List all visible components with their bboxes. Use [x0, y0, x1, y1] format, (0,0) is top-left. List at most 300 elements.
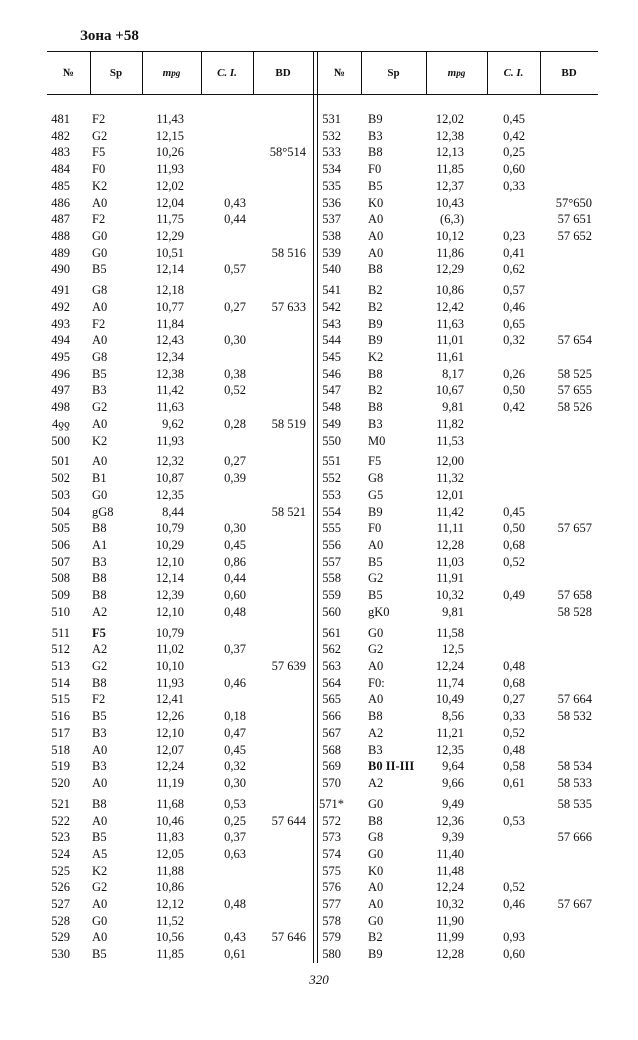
magnitude-mpg: 8,56 [442, 709, 464, 724]
magnitude-mpg: 11,93 [156, 675, 184, 690]
spectral-class: B8 [92, 588, 107, 602]
spectral-class: A2 [92, 642, 108, 657]
spectral-class: G8 [92, 350, 108, 364]
row-number: 488 [51, 228, 70, 243]
row-number: 580 [322, 947, 341, 962]
color-index: 0,27 [224, 454, 246, 469]
color-index: 0,48 [224, 604, 246, 619]
spectral-class: A0 [92, 813, 108, 828]
row-number: 522 [51, 813, 70, 828]
color-index: 0,25 [224, 813, 246, 828]
spectral-class: A0 [368, 659, 384, 673]
row-number: 481 [51, 112, 70, 126]
row-number: 502 [51, 471, 70, 486]
bd-number: 57 654 [557, 333, 592, 348]
spectral-class: G0 [92, 487, 108, 502]
row-number: 575 [322, 863, 341, 878]
row-number: 554 [322, 504, 341, 519]
magnitude-mpg: 12,41 [155, 692, 184, 707]
spectral-class: B9 [368, 947, 383, 962]
magnitude-mpg: 11,85 [436, 162, 464, 177]
spectral-class: B8 [92, 796, 107, 811]
color-index: 0,52 [503, 725, 525, 740]
page-number: 320 [309, 972, 329, 987]
color-index: 0,39 [224, 471, 246, 486]
magnitude-mpg: 11,88 [156, 863, 184, 878]
row-number: 497 [51, 383, 70, 398]
bd-number: 58 535 [557, 796, 592, 811]
magnitude-mpg: 12,29 [435, 262, 464, 277]
color-index: 0,52 [224, 383, 246, 398]
row-number: 487 [51, 212, 70, 227]
magnitude-mpg: 12,29 [155, 228, 184, 243]
spectral-class: A2 [368, 725, 384, 740]
row-number: 495 [51, 350, 70, 364]
spectral-class: B9 [368, 316, 383, 331]
spectral-class: B8 [368, 709, 383, 724]
row-number: 538 [322, 228, 341, 243]
row-number: 485 [51, 178, 70, 193]
magnitude-mpg: 11,93 [156, 162, 184, 177]
spectral-class: G8 [92, 283, 108, 298]
spectral-class: gG8 [92, 504, 114, 519]
bd-number: 58°514 [269, 145, 306, 160]
row-number: 516 [51, 709, 70, 724]
color-index: 0,27 [503, 692, 525, 707]
magnitude-mpg: 10,32 [435, 897, 464, 911]
magnitude-mpg: 11,01 [436, 333, 464, 348]
magnitude-mpg: 10,46 [155, 813, 184, 828]
bd-number: 57 666 [557, 830, 592, 845]
spectral-class: B8 [368, 262, 383, 277]
center-double-rule [317, 51, 318, 963]
row-number: 556 [322, 537, 341, 552]
color-index: 0,42 [503, 128, 525, 143]
row-number: 506 [51, 537, 70, 552]
magnitude-mpg: 9,66 [442, 775, 464, 790]
magnitude-mpg: 12,24 [435, 659, 464, 673]
row-number: 512 [51, 642, 70, 657]
magnitude-mpg: 10,56 [155, 930, 184, 945]
spectral-class: G8 [368, 471, 384, 486]
color-index: 0,86 [224, 554, 246, 569]
spectral-class: B3 [368, 416, 383, 431]
row-number: 494 [51, 333, 70, 348]
magnitude-mpg: 12,39 [155, 588, 184, 602]
color-index: 0,52 [503, 880, 525, 895]
spectral-class: B8 [92, 521, 107, 536]
color-index: 0,44 [224, 571, 246, 586]
spectral-class: K2 [368, 350, 384, 364]
row-number: 482 [51, 128, 70, 143]
color-index: 0,53 [503, 813, 525, 828]
magnitude-mpg: 11,85 [156, 947, 184, 962]
row-number: 572 [322, 813, 341, 828]
spectral-class: B9 [368, 112, 383, 126]
magnitude-mpg: 12,38 [435, 128, 464, 143]
color-index: 0,45 [224, 742, 246, 757]
row-number: 576 [322, 880, 341, 895]
magnitude-mpg: 11,42 [436, 504, 464, 519]
magnitude-mpg: 11,52 [156, 913, 184, 928]
bd-number: 57 657 [557, 521, 592, 536]
bd-number: 58 534 [557, 759, 592, 774]
spectral-class: F2 [92, 692, 106, 707]
color-index: 0,61 [503, 775, 525, 790]
header-ci: C. I. [217, 67, 237, 79]
magnitude-mpg: 12,13 [435, 145, 464, 160]
bd-number: 57 646 [271, 930, 306, 945]
magnitude-mpg: 12,37 [435, 178, 464, 193]
spectral-class: G2 [368, 571, 384, 586]
bd-number: 57 664 [557, 692, 592, 707]
spectral-class: A2 [92, 604, 108, 619]
row-number: 561 [322, 625, 341, 640]
color-index: 0,50 [503, 383, 525, 398]
bd-number: 58 533 [557, 775, 592, 790]
row-number: 521 [51, 796, 70, 811]
magnitude-mpg: 9,81 [442, 604, 464, 619]
spectral-class: A0 [92, 416, 108, 431]
color-index: 0,65 [503, 316, 525, 331]
bd-number: 57 658 [557, 588, 592, 602]
color-index: 0,46 [224, 675, 246, 690]
color-index: 0,46 [503, 299, 525, 314]
color-index: 0,37 [224, 830, 246, 845]
spectral-class: A5 [92, 846, 108, 861]
spectral-class: G8 [368, 830, 384, 845]
magnitude-mpg: 11,90 [436, 913, 464, 928]
magnitude-mpg: 11,99 [436, 930, 464, 945]
spectral-class: G0 [92, 228, 108, 243]
spectral-class: A2 [368, 775, 384, 790]
spectral-class: G5 [368, 487, 384, 502]
magnitude-mpg: 12,12 [155, 897, 184, 911]
row-number: 539 [322, 245, 341, 260]
row-number: 510 [51, 604, 70, 619]
row-number: 524 [51, 846, 70, 861]
spectral-class: M0 [368, 433, 386, 448]
color-index: 0,60 [503, 947, 525, 962]
magnitude-mpg: 12,35 [435, 742, 464, 757]
color-index: 0,25 [503, 145, 525, 160]
color-index: 0,26 [503, 366, 525, 381]
row-number: 544 [322, 333, 341, 348]
row-number: 534 [322, 162, 341, 177]
magnitude-mpg: 12,34 [155, 350, 184, 364]
magnitude-mpg: 10,29 [155, 537, 184, 552]
spectral-class: A0 [368, 537, 384, 552]
color-index: 0,28 [224, 416, 246, 431]
magnitude-mpg: 11,63 [156, 400, 184, 415]
bd-number: 58 526 [557, 400, 592, 415]
magnitude-mpg: 12,10 [155, 604, 184, 619]
bd-number: 57 644 [271, 813, 306, 828]
bd-number: 57 667 [557, 897, 592, 911]
magnitude-mpg: 12,28 [435, 537, 464, 552]
magnitude-mpg: 10,77 [155, 299, 184, 314]
color-index: 0,42 [503, 400, 525, 415]
row-number: 557 [322, 554, 341, 569]
row-number: 520 [51, 775, 70, 790]
spectral-class: B2 [368, 283, 383, 298]
magnitude-mpg: 9,62 [162, 416, 184, 431]
row-number: 507 [51, 554, 70, 569]
color-index: 0,37 [224, 642, 246, 657]
spectral-class: B5 [368, 178, 383, 193]
spectral-class: B3 [92, 759, 107, 774]
spectral-class: G0 [368, 846, 384, 861]
bd-number: 57 639 [271, 659, 306, 673]
magnitude-mpg: 12,04 [155, 195, 184, 210]
spectral-class: B5 [368, 554, 383, 569]
spectral-class: G0 [92, 913, 108, 928]
color-index: 0,23 [503, 228, 525, 243]
row-number: 566 [322, 709, 341, 724]
row-number: 555 [322, 521, 341, 536]
spectral-class: F0 [368, 521, 382, 536]
row-number: 550 [322, 433, 341, 448]
color-index: 0,32 [224, 759, 246, 774]
color-index: 0,62 [503, 262, 525, 277]
spectral-class: K2 [92, 178, 108, 193]
color-index: 0,48 [503, 659, 525, 673]
header-num: № [333, 67, 346, 79]
color-index: 0,68 [503, 537, 525, 552]
row-number: 547 [322, 383, 341, 398]
spectral-class: B3 [368, 128, 383, 143]
row-number: 504 [51, 504, 70, 519]
row-number: 570 [322, 775, 341, 790]
spectral-class: B8 [368, 813, 383, 828]
row-number: 529 [51, 930, 70, 945]
row-number: 532 [322, 128, 341, 143]
magnitude-mpg: 10,86 [435, 283, 464, 298]
color-index: 0,43 [224, 195, 246, 210]
row-number: 496 [51, 366, 70, 381]
color-index: 0,38 [224, 366, 246, 381]
spectral-class: B2 [368, 299, 383, 314]
magnitude-mpg: 11,93 [156, 433, 184, 448]
row-number: 528 [51, 913, 70, 928]
row-number: 503 [51, 487, 70, 502]
row-number: 559 [322, 588, 341, 602]
magnitude-mpg: 9,64 [442, 759, 464, 774]
header-mpg: m pg [162, 67, 181, 79]
magnitude-mpg: 12,32 [155, 454, 184, 469]
spectral-class: B5 [92, 947, 107, 962]
magnitude-mpg: 10,32 [435, 588, 464, 602]
spectral-class: F2 [92, 212, 106, 227]
spectral-class: K0 [368, 863, 384, 878]
bd-number: 57 651 [557, 212, 592, 227]
spectral-class: G0 [368, 796, 384, 811]
row-number: 546 [322, 366, 341, 381]
color-index: 0,45 [224, 537, 246, 552]
row-number: 484 [51, 162, 70, 177]
spectral-class: gK0 [368, 604, 390, 619]
row-number: 511 [51, 625, 70, 640]
row-number: 505 [51, 521, 70, 536]
color-index: 0,46 [503, 897, 525, 911]
spectral-class: B3 [92, 554, 107, 569]
magnitude-mpg: (6,3) [440, 212, 464, 227]
color-index: 0,93 [503, 930, 525, 945]
color-index: 0,27 [224, 299, 246, 314]
color-index: 0,18 [224, 709, 246, 724]
row-number: 483 [51, 145, 70, 160]
spectral-class: G2 [92, 128, 108, 143]
bd-number: 57 633 [271, 299, 306, 314]
row-number: 571* [319, 796, 344, 811]
magnitude-mpg: 11,11 [436, 521, 464, 536]
spectral-class: K0 [368, 195, 384, 210]
color-index: 0,30 [224, 333, 246, 348]
row-number: 545 [322, 350, 341, 364]
spectral-class: B8 [368, 400, 383, 415]
magnitude-mpg: 11,63 [436, 316, 464, 331]
color-index: 0,52 [503, 554, 525, 569]
row-number: 490 [51, 262, 70, 277]
magnitude-mpg: 10,49 [435, 692, 464, 707]
header-bd: BD [561, 67, 577, 79]
row-number: 552 [322, 471, 341, 486]
color-index: 0,57 [503, 283, 525, 298]
bd-number: 58 516 [271, 245, 306, 260]
spectral-class: F0: [368, 675, 385, 690]
magnitude-mpg: 10,51 [155, 245, 184, 260]
spectral-class: B3 [368, 742, 383, 757]
row-number: 533 [322, 145, 341, 160]
spectral-class: G0 [368, 913, 384, 928]
color-index: 0,61 [224, 947, 246, 962]
spectral-class: A0 [368, 228, 384, 243]
magnitude-mpg: 8,17 [442, 366, 464, 381]
spectral-class: B8 [368, 366, 383, 381]
magnitude-mpg: 9,49 [442, 796, 464, 811]
spectral-class: B3 [92, 725, 107, 740]
magnitude-mpg: 11,82 [436, 416, 464, 431]
row-number: 492 [51, 299, 70, 314]
magnitude-mpg: 12,10 [155, 554, 184, 569]
row-number: 514 [51, 675, 70, 690]
magnitude-mpg: 11,43 [156, 112, 184, 126]
row-number: 551 [322, 454, 341, 469]
spectral-class: A1 [92, 537, 108, 552]
row-number: 508 [51, 571, 70, 586]
magnitude-mpg: 12,14 [155, 262, 184, 277]
color-index: 0,53 [224, 796, 246, 811]
magnitude-mpg: 12,15 [155, 128, 184, 143]
color-index: 0,60 [503, 162, 525, 177]
magnitude-mpg: 12,02 [155, 178, 184, 193]
magnitude-mpg: 11,58 [436, 625, 464, 640]
spectral-class: G2 [92, 880, 108, 895]
magnitude-mpg: 11,68 [156, 796, 184, 811]
spectral-class: F5 [368, 454, 382, 469]
header-bd: BD [275, 67, 291, 79]
magnitude-mpg: 12,18 [155, 283, 184, 298]
bd-number: 58 521 [271, 504, 306, 519]
color-index: 0,58 [503, 759, 525, 774]
spectral-class: B8 [92, 571, 107, 586]
spectral-class: B5 [92, 262, 107, 277]
magnitude-mpg: 11,03 [436, 554, 464, 569]
color-index: 0,41 [503, 245, 525, 260]
magnitude-mpg: 9,81 [442, 400, 464, 415]
magnitude-mpg: 12,14 [155, 571, 184, 586]
spectral-class: K2 [92, 433, 108, 448]
row-number: 560 [322, 604, 341, 619]
row-number: 549 [322, 416, 341, 431]
spectral-class: G2 [368, 642, 384, 657]
spectral-class: B9 [368, 333, 383, 348]
spectral-class: A0 [368, 880, 384, 895]
row-number: 489 [51, 245, 70, 260]
spectral-class: G0 [368, 625, 384, 640]
magnitude-mpg: 11,48 [436, 863, 464, 878]
magnitude-mpg: 12,24 [435, 880, 464, 895]
magnitude-mpg: 12,01 [435, 487, 464, 502]
bd-number: 57 655 [557, 383, 592, 398]
magnitude-mpg: 12,36 [435, 813, 464, 828]
magnitude-mpg: 8,44 [162, 504, 184, 519]
spectral-class: B3 [92, 383, 107, 398]
row-number: 536 [322, 195, 341, 210]
header-num: № [62, 67, 75, 79]
spectral-class: A0 [92, 195, 108, 210]
magnitude-mpg: 9,39 [442, 830, 464, 845]
row-number: 537 [322, 212, 341, 227]
row-number: 548 [322, 400, 341, 415]
spectral-class: G0 [92, 245, 108, 260]
row-number: 565 [322, 692, 341, 707]
spectral-class: F2 [92, 316, 106, 331]
spectral-class: B5 [92, 709, 107, 724]
zone-title: Зона +58 [80, 28, 139, 44]
spectral-class: A0 [368, 212, 384, 227]
spectral-class: G2 [92, 400, 108, 415]
bd-number: 58 519 [271, 416, 306, 431]
magnitude-mpg: 12,28 [435, 947, 464, 962]
magnitude-mpg: 10,87 [155, 471, 184, 486]
row-number: 541 [322, 283, 341, 298]
magnitude-mpg: 11,02 [156, 642, 184, 657]
spectral-class: A0 [368, 245, 384, 260]
magnitude-mpg: 11,75 [156, 212, 184, 227]
row-number: 530 [51, 947, 70, 962]
row-number: 574 [322, 846, 341, 861]
magnitude-mpg: 10,10 [155, 659, 184, 673]
row-number: 519 [51, 759, 70, 774]
spectral-class: B2 [368, 383, 383, 398]
magnitude-mpg: 12,00 [435, 454, 464, 469]
row-number: 579 [322, 930, 341, 945]
row-number: 531 [322, 112, 341, 126]
spectral-class: B8 [368, 145, 383, 160]
spectral-class: B5 [92, 366, 107, 381]
magnitude-mpg: 12,24 [155, 759, 184, 774]
row-number: 518 [51, 742, 70, 757]
row-number: 517 [51, 725, 70, 740]
row-number: 4ƍƍ [51, 416, 70, 431]
row-number: 525 [51, 863, 70, 878]
row-number: 526 [51, 880, 70, 895]
magnitude-mpg: 10,79 [155, 625, 184, 640]
spectral-class: B5 [368, 588, 383, 602]
row-number: 535 [322, 178, 341, 193]
header-sp: Sp [387, 67, 400, 79]
